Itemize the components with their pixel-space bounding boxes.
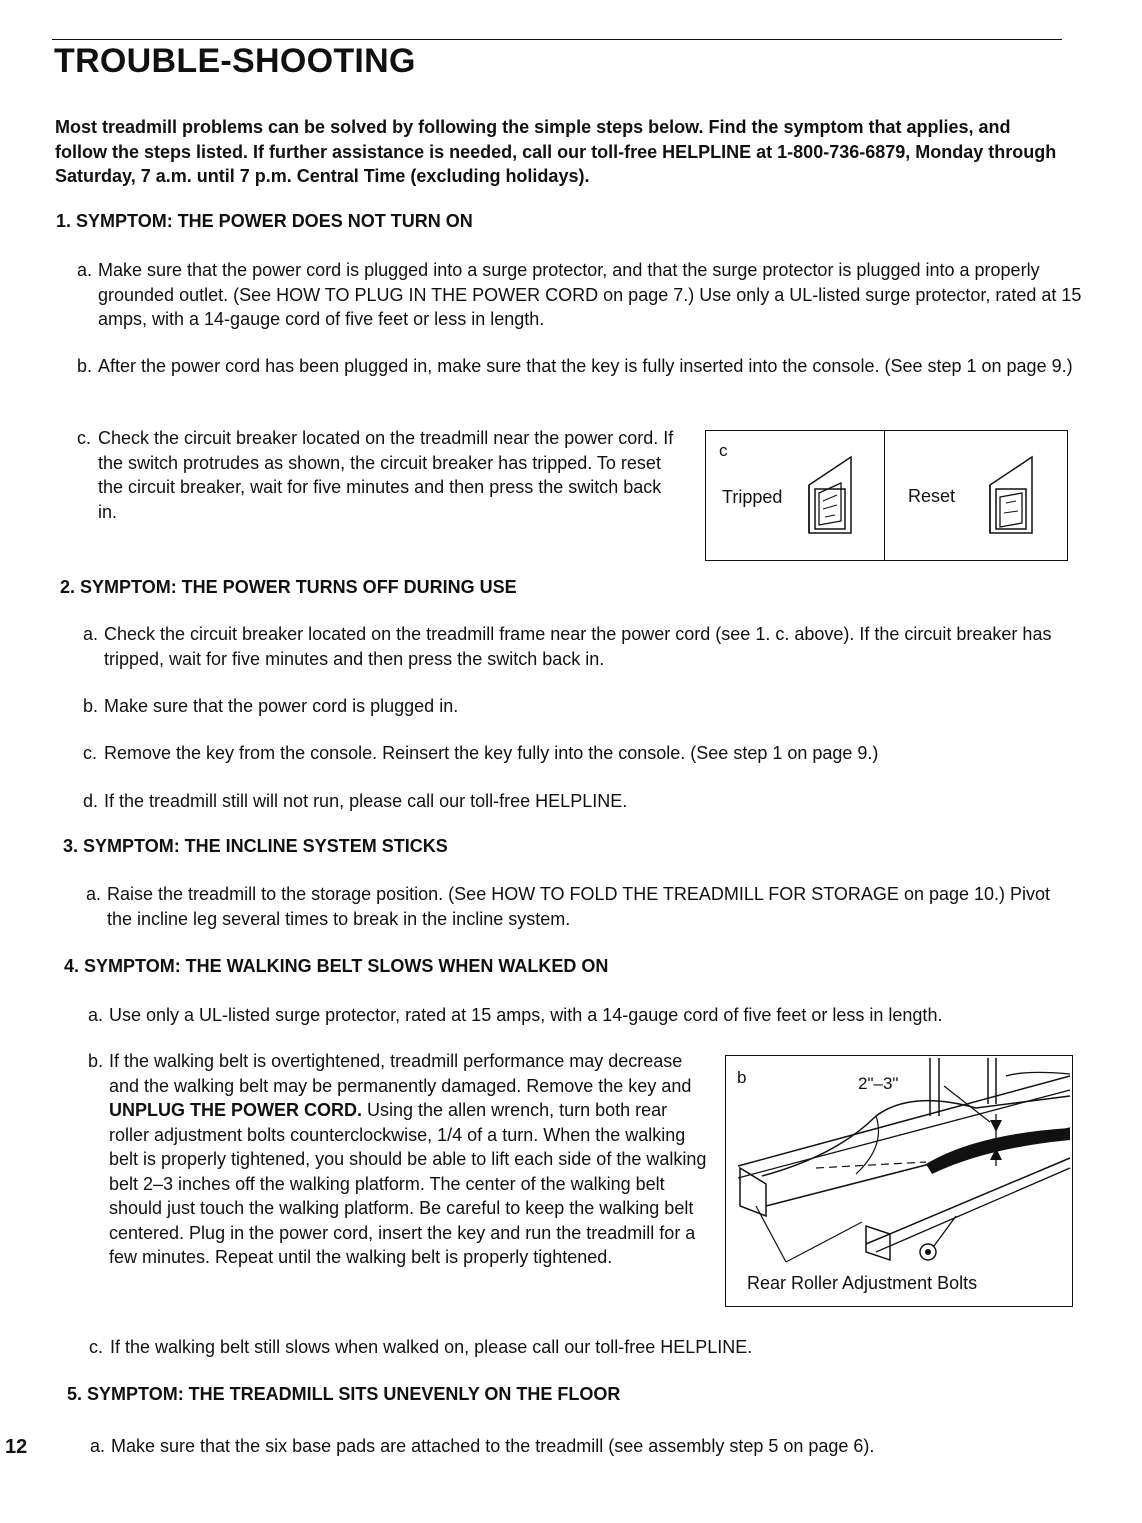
page-number: 12 (5, 1436, 28, 1458)
treadmill-belt-diagram (726, 1056, 1072, 1306)
symptom-5-step-a (90, 1434, 1081, 1459)
step-label: a. (77, 260, 93, 280)
reset-switch-icon (984, 453, 1046, 541)
tripped-label: Tripped (722, 487, 783, 507)
step-label: a. (83, 624, 99, 644)
step-text-warning: UNPLUG THE POWER CORD. (109, 1100, 363, 1120)
symptom-2-step-c (83, 741, 1084, 766)
symptom-1-step-a (77, 258, 1088, 332)
walking-belt-figure (725, 1055, 1073, 1307)
symptom-5-heading: 5. SYMPTOM: THE TREADMILL SITS UNEVENLY ON THE FLOOR (67, 1384, 621, 1404)
step-text: Check the circuit breaker located on the treadmill near the power cord. If the switch protrudes as shown, the circuit breaker has tripped. To reset the circuit breaker, wait for five minutes and then press the switch back in. (98, 428, 674, 522)
symptom-3-step-a (86, 882, 1067, 931)
figure-letter: c (719, 441, 728, 460)
figure-divider (884, 431, 885, 560)
top-rule (52, 39, 1062, 40)
symptom-4-step-c (89, 1335, 1080, 1360)
symptom-1-heading: 1. SYMPTOM: THE POWER DOES NOT TURN ON (56, 211, 473, 231)
step-text: If the walking belt still slows when walked on, please call our toll-free HELPLINE. (110, 1337, 753, 1357)
reset-label: Reset (908, 486, 956, 506)
step-text: Use only a UL-listed surge protector, rated at 15 amps, with a 14-gauge cord of five feet or less in length. (109, 1005, 943, 1025)
step-label: a. (88, 1005, 104, 1025)
step-label: b. (88, 1051, 104, 1071)
step-label: c. (77, 428, 92, 448)
page-title: TROUBLE-SHOOTING (54, 42, 416, 80)
figure-letter: b (737, 1068, 747, 1087)
step-text: Raise the treadmill to the storage position. (See HOW TO FOLD THE TREADMILL FOR STORAGE on page 10.) Pivot the incline leg several times to break in the incline system. (107, 884, 1051, 929)
symptom-3-heading: 3. SYMPTOM: THE INCLINE SYSTEM STICKS (63, 836, 448, 856)
step-label: d. (83, 791, 99, 811)
symptom-2-heading: 2. SYMPTOM: THE POWER TURNS OFF DURING USE (60, 577, 517, 597)
belt-lift-dimension: 2"–3" (858, 1074, 899, 1093)
step-text: After the power cord has been plugged in, make sure that the key is fully inserted into the console. (See step 1 on page 9.) (98, 356, 1073, 376)
step-text: Remove the key from the console. Reinsert the key fully into the console. (See step 1 on page 9.) (104, 743, 879, 763)
step-text: Make sure that the power cord is plugged into a surge protector, and that the surge protector is plugged into a properly grounded outlet. (See HOW TO PLUG IN THE POWER CORD on page 7.) Use only a UL-listed surge protector, rated at 15 amps, with a 14-gauge cord of five feet or less in length. (98, 260, 1082, 329)
symptom-2-step-a (83, 622, 1084, 671)
symptom-2-step-b (83, 694, 1084, 719)
step-label: b. (77, 356, 93, 376)
symptom-2-step-d (83, 789, 1084, 814)
step-label: c. (83, 743, 98, 763)
symptom-4-step-b (88, 1049, 709, 1270)
tripped-switch-icon (803, 453, 865, 541)
step-text: Using the allen wrench, turn both rear roller adjustment bolts counterclockwise, 1/4 of a turn. When the walking belt is properly tightened, you should be able to lift each side of the walking belt 2–3 inches off the walking platform. The center of the walking belt should just touch the walking platform. Be careful to keep the walking belt centered. Plug in the power cord, insert the key and run the treadmill for a few minutes. Repeat until the walking belt is properly tightened. (109, 1100, 707, 1267)
step-text: If the walking belt is overtightened, treadmill performance may decrease and the walking belt may be permanently damaged. Remove the key and (109, 1051, 692, 1096)
step-label: b. (83, 696, 99, 716)
step-label: c. (89, 1337, 104, 1357)
figure-caption: Rear Roller Adjustment Bolts (747, 1273, 978, 1293)
step-text: Check the circuit breaker located on the treadmill frame near the power cord (see 1. c. above). If the circuit breaker has tripped, wait for five minutes and then press the switch back in. (104, 624, 1052, 669)
symptom-4-step-a (88, 1003, 1084, 1028)
circuit-breaker-figure (705, 430, 1068, 561)
symptom-1-step-c (77, 426, 678, 524)
step-label: a. (86, 884, 102, 904)
step-text: Make sure that the power cord is plugged in. (104, 696, 459, 716)
step-text: If the treadmill still will not run, please call our toll-free HELPLINE. (104, 791, 628, 811)
intro-paragraph: Most treadmill problems can be solved by following the simple steps below. Find the symptom that applies, and follow the steps listed. If further assistance is needed, call our toll-free HELPLINE at 1-800-736-6879, Monday through Saturday, 7 a.m. until 7 p.m. Central Time (excluding holidays). (55, 117, 1057, 186)
step-text: Make sure that the six base pads are attached to the treadmill (see assembly step 5 on page 6). (111, 1436, 875, 1456)
symptom-1-step-b (77, 354, 1088, 379)
symptom-4-heading: 4. SYMPTOM: THE WALKING BELT SLOWS WHEN WALKED ON (64, 956, 609, 976)
step-label: a. (90, 1436, 106, 1456)
